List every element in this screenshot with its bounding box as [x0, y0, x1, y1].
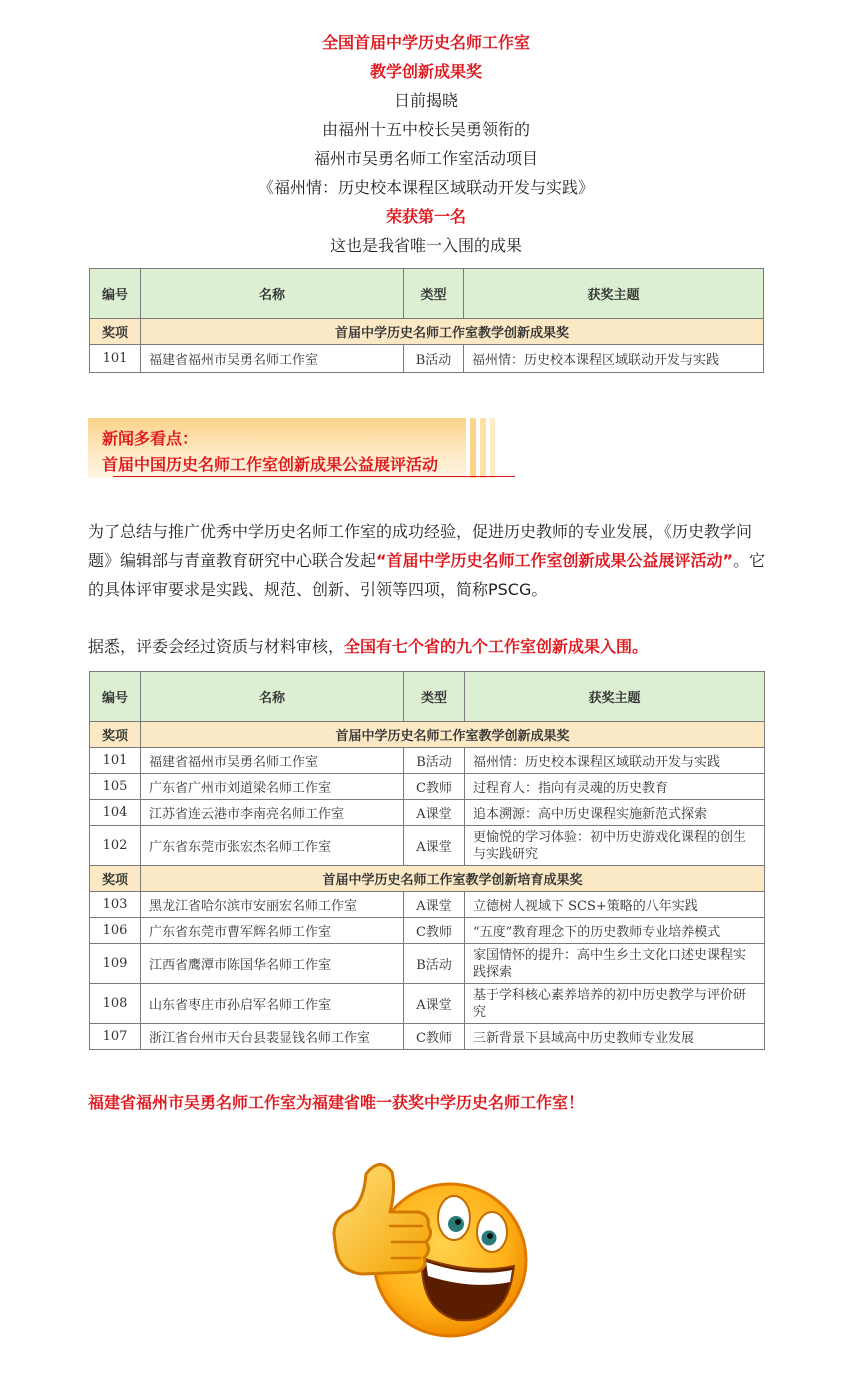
thumbs-up-smiley-icon [322, 1150, 532, 1345]
table-row [90, 826, 765, 866]
cell-theme: 更愉悦的学习体验：初中历史游戏化课程的创生与实践研究 [465, 826, 765, 866]
cell-type: B活动 [404, 345, 464, 373]
category-row [90, 866, 765, 892]
category-row [90, 722, 765, 748]
para1-event-name: “首届中学历史名师工作室创新成果公益展评活动” [376, 551, 734, 570]
category-title: 首届中学历史名师工作室教学创新培育成果奖 [141, 866, 765, 892]
cell-id: 101 [90, 345, 141, 373]
paragraph-result [88, 632, 768, 661]
category-title: 首届中学历史名师工作室教学创新成果奖 [141, 319, 764, 345]
cell-id: 108 [90, 984, 141, 1024]
intro-line6: 《福州情：历史校本课程区域联动开发与实践》 [257, 178, 594, 197]
cell-id: 104 [90, 800, 141, 826]
intro-line3: 日前揭晓 [393, 91, 458, 110]
cell-theme: “五度”教育理念下的历史教师专业培养模式 [465, 918, 765, 944]
cell-name: 黑龙江省哈尔滨市安丽宏名师工作室 [141, 892, 404, 918]
cell-theme: 三新背景下县域高中历史教师专业发展 [465, 1024, 765, 1050]
cell-theme: 福州情：历史校本课程区域联动开发与实践 [465, 748, 765, 774]
header-id: 编号 [90, 269, 141, 319]
table-row [90, 748, 765, 774]
cell-name: 江苏省连云港市李南亮名师工作室 [141, 800, 404, 826]
cell-id: 103 [90, 892, 141, 918]
table-row [90, 774, 765, 800]
para1-text-a: 为了总结与推广优秀中学历史名师工作室的成功经验，促进历史教师的专业发展，《历史教学问题》编辑部与青童教育研究中心联合发起 [88, 522, 753, 570]
table-header-row [90, 672, 765, 722]
cell-theme: 过程育人：指向有灵魂的历史教育 [465, 774, 765, 800]
cell-name: 福建省福州市吴勇名师工作室 [141, 345, 404, 373]
cell-name: 浙江省台州市天台县裴显钱名师工作室 [141, 1024, 404, 1050]
cell-id: 107 [90, 1024, 141, 1050]
closing-statement: 福建省福州市吴勇名师工作室为福建省唯一获奖中学历史名师工作室！ [88, 1093, 585, 1112]
intro-title-line2: 教学创新成果奖 [369, 62, 482, 81]
intro-highlight: 荣获第一名 [385, 207, 466, 226]
award-table-full [89, 671, 765, 1050]
table-row [90, 918, 765, 944]
header-name: 名称 [141, 672, 404, 722]
table-row [90, 373, 764, 374]
cell-id: 106 [90, 918, 141, 944]
cell-type: A课堂 [404, 800, 465, 826]
banner-stripe [490, 418, 495, 478]
cell-type: A课堂 [404, 892, 465, 918]
banner-label: 新闻多看点： [102, 429, 199, 448]
header-name: 名称 [141, 269, 404, 319]
category-label: 奖项 [90, 319, 141, 345]
cell-type: C教师 [404, 774, 465, 800]
header-type: 类型 [404, 672, 465, 722]
category-title: 首届中学历史名师工作室教学创新成果奖 [141, 722, 765, 748]
cell-name: 广东省东莞市张宏杰名师工作室 [141, 826, 404, 866]
cell-type: C教师 [404, 918, 465, 944]
intro-title-line1: 全国首届中学历史名师工作室 [321, 33, 530, 52]
award-table-excerpt-wrapper [88, 267, 766, 373]
cell-id: 105 [90, 774, 141, 800]
cell-id: 102 [90, 826, 141, 866]
cell-type: A课堂 [404, 826, 465, 866]
cell-name: 广东省广州市刘道梁名师工作室 [141, 774, 404, 800]
category-label: 奖项 [90, 866, 141, 892]
category-label: 奖项 [90, 722, 141, 748]
cell-name: 江西省鹰潭市陈国华名师工作室 [141, 944, 404, 984]
intro-line5: 福州市吴勇名师工作室活动项目 [313, 149, 538, 168]
paragraph-intro [88, 517, 768, 604]
banner-title: 首届中国历史名师工作室创新成果公益展评活动 [102, 455, 439, 474]
table-row [90, 345, 764, 373]
award-table-excerpt [89, 268, 764, 373]
banner-underline [113, 476, 515, 477]
para2-highlight: 全国有七个省的九个工作室创新成果入围。 [344, 637, 649, 656]
table-row [90, 892, 765, 918]
category-row [90, 319, 764, 345]
news-banner [88, 418, 508, 478]
cell-name: 山东省枣庄市孙启军名师工作室 [141, 984, 404, 1024]
para1-text-b: 。它的具体评审要求是实践、规范、创新、引领等四项，简称PSCG。 [88, 551, 766, 599]
table-row [90, 800, 765, 826]
header-id: 编号 [90, 672, 141, 722]
intro-line8: 这也是我省唯一入围的成果 [329, 236, 522, 255]
cell-theme: 福州情：历史校本课程区域联动开发与实践 [464, 345, 764, 373]
banner-stripe [480, 418, 486, 478]
cell-theme: 追本溯源：高中历史课程实施新范式探索 [465, 800, 765, 826]
cell-theme: 基于学科核心素养培养的初中历史教学与评价研究 [465, 984, 765, 1024]
table-row [90, 944, 765, 984]
banner-stripe [470, 418, 476, 478]
cell-id: 101 [90, 748, 141, 774]
cell-theme: 家国情怀的提升：高中生乡土文化口述史课程实践探索 [465, 944, 765, 984]
intro-block [0, 28, 852, 260]
cell-type: A课堂 [404, 984, 465, 1024]
cell-name: 福建省福州市吴勇名师工作室 [141, 748, 404, 774]
intro-line4: 由福州十五中校长吴勇领衔的 [321, 120, 530, 139]
header-theme: 获奖主题 [465, 672, 765, 722]
table-row [90, 984, 765, 1024]
para2-text-a: 据悉，评委会经过资质与材料审核， [88, 637, 345, 656]
cell-name: 广东省东莞市曹军辉名师工作室 [141, 918, 404, 944]
cell-type: B活动 [404, 748, 465, 774]
table-row [90, 1024, 765, 1050]
cell-type: C教师 [404, 1024, 465, 1050]
cell-theme: 立德树人视域下 SCS+策略的八年实践 [465, 892, 765, 918]
table-header-row [90, 269, 764, 319]
cell-type: B活动 [404, 944, 465, 984]
cell-id: 109 [90, 944, 141, 984]
header-type: 类型 [404, 269, 464, 319]
header-theme: 获奖主题 [464, 269, 764, 319]
